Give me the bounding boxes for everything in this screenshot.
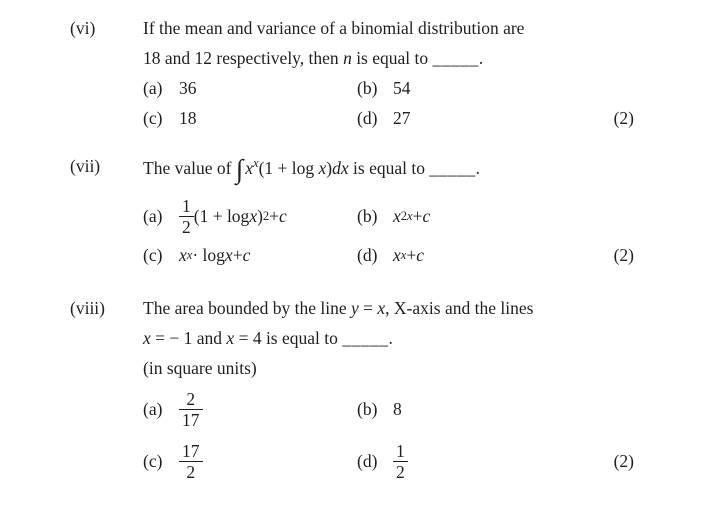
option-b-label: (b)	[357, 399, 378, 419]
option-c-label: (c)	[143, 451, 163, 471]
option-d-value: x x + c	[393, 245, 424, 265]
question-vii-stem: The value of ∫ xx(1 + log x)dx is equal to _____.	[143, 154, 480, 184]
variable-x: x	[143, 328, 151, 348]
option-c-value	[179, 441, 203, 482]
question-viii-options-row1	[143, 383, 634, 435]
option-a	[143, 389, 357, 430]
fraction: $\frac{1}{2}$	[179, 196, 194, 237]
option-a-label: (a)	[143, 206, 163, 226]
option-b-label: (b)	[357, 78, 378, 98]
option-c-value: x x · log x + c	[179, 245, 251, 265]
fraction: $\frac{1}{2}$	[393, 441, 408, 482]
question-viii-options-row2	[143, 435, 634, 487]
option-b	[357, 399, 402, 419]
option-a-label: (a)	[143, 78, 163, 98]
option-b-value: x 2x + c	[393, 206, 431, 226]
option-c	[143, 245, 357, 265]
option-d-label: (d)	[357, 108, 378, 128]
question-vi	[70, 13, 719, 133]
answer-blank: _____	[432, 48, 479, 68]
option-c	[143, 441, 357, 482]
option-b-value: 54	[393, 78, 411, 98]
option-c-value: 18	[179, 108, 197, 128]
option-d	[357, 441, 408, 482]
variable-n: n	[343, 48, 352, 68]
integral-sign: ∫	[235, 154, 244, 184]
option-b	[357, 78, 411, 98]
question-viii-line2: x = − 1 and x = 4 is equal to _____.	[143, 328, 393, 348]
variable-y: y	[350, 298, 359, 318]
question-viii	[70, 293, 719, 487]
fraction: $\frac{17}{2}$	[179, 441, 203, 482]
option-b	[357, 206, 430, 226]
variable-x: x	[226, 328, 235, 348]
variable-x: x	[377, 298, 386, 318]
question-vii-number: (vii)	[70, 156, 101, 176]
option-a	[143, 78, 357, 98]
option-d	[357, 245, 424, 265]
option-c-label: (c)	[143, 245, 163, 265]
option-d-label: (d)	[357, 451, 378, 471]
question-vi-options-row2	[143, 103, 634, 133]
question-vi-line2: 18 and 12 respectively, then n is equal to _____.	[143, 48, 484, 68]
option-b-value: 8	[393, 399, 402, 419]
marks-badge: (2)	[613, 451, 634, 471]
option-b-label: (b)	[357, 206, 378, 226]
question-viii-number: (viii)	[70, 298, 105, 318]
option-a-label: (a)	[143, 399, 163, 419]
question-vii-options-row2	[143, 239, 634, 271]
question-vi-number: (vi)	[70, 18, 96, 38]
option-a-value	[179, 389, 203, 430]
marks-badge: (2)	[613, 245, 634, 265]
option-a-value: 36	[179, 78, 197, 98]
option-d	[357, 108, 411, 128]
option-a	[143, 196, 357, 237]
question-viii-line3: (in square units)	[143, 358, 257, 378]
fraction: $\frac{2}{17}$	[179, 389, 203, 430]
question-vii-options-row1	[143, 193, 634, 239]
question-vii	[70, 151, 719, 271]
answer-blank: _____	[342, 328, 389, 348]
question-vi-line1: If the mean and variance of a binomial distribution are	[143, 18, 525, 38]
question-vi-options-row1	[143, 73, 634, 103]
option-d-value	[393, 441, 408, 482]
option-d-label: (d)	[357, 245, 378, 265]
marks-badge: (2)	[613, 108, 634, 128]
option-c-label: (c)	[143, 108, 163, 128]
option-c	[143, 108, 357, 128]
answer-blank: _____	[429, 158, 476, 178]
question-viii-line1: The area bounded by the line y = x, X-axis and the lines	[143, 298, 534, 318]
option-d-value: 27	[393, 108, 411, 128]
option-a-value: $\frac{1}{2}$ (1 + log x ) 2 + c	[179, 196, 287, 237]
